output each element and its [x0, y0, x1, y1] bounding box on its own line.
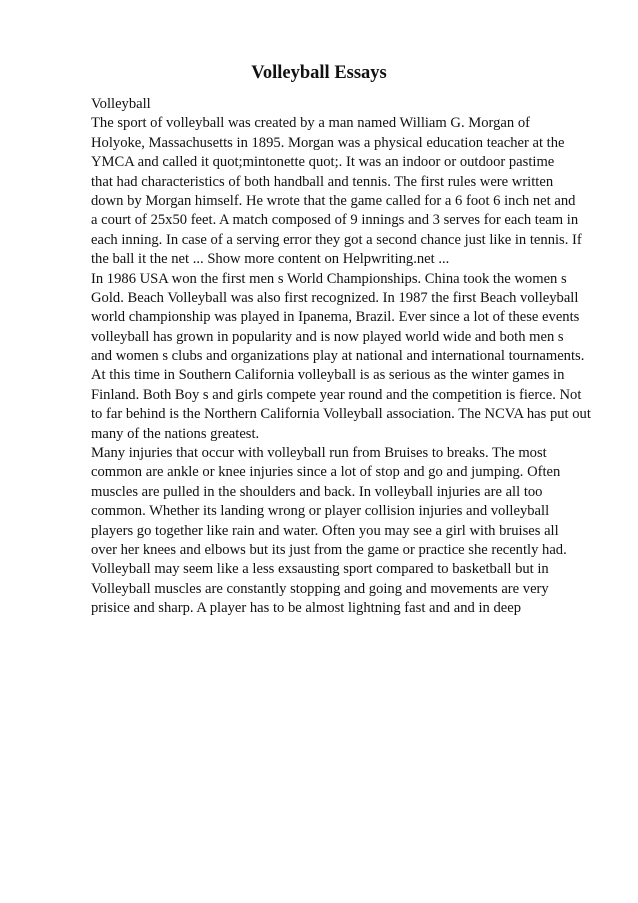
- text-line: The sport of volleyball was created by a man named William G. Morgan of: [91, 115, 530, 132]
- text-line: down by Morgan himself. He wrote that the game called for a 6 foot 6 inch net and: [91, 192, 576, 209]
- text-line: Volleyball: [91, 96, 151, 112]
- text-line: At this time in Southern California volleyball is as serious as the winter games in: [91, 367, 565, 384]
- text-line: Volleyball muscles are constantly stopping and going and movements are very: [91, 580, 549, 597]
- text-line: players go together like rain and water. Often you may see a girl with bruises all: [91, 522, 559, 539]
- document-title: Volleyball Essays: [251, 63, 387, 83]
- text-line: muscles are pulled in the shoulders and back. In volleyball injuries are all too: [91, 483, 543, 500]
- text-line: Volleyball may seem like a less exsausting sport compared to basketball but in: [91, 561, 549, 578]
- text-line: volleyball has grown in popularity and is now played world wide and both men s: [91, 328, 564, 345]
- text-line: prisice and sharp. A player has to be almost lightning fast and and in deep: [91, 600, 522, 617]
- text-line: common. Whether its landing wrong or player collision injuries and volleyball: [91, 503, 550, 520]
- text-line: the ball it the net ... Show more content on Helpwriting.net ...: [91, 251, 450, 268]
- text-line: Holyoke, Massachusetts in 1895. Morgan was a physical education teacher at the: [91, 134, 565, 151]
- text-line: Finland. Both Boy s and girls compete year round and the competition is fierce. Not: [91, 386, 582, 403]
- text-line: YMCA and called it quot;mintonette quot;. It was an indoor or outdoor pastime: [91, 154, 555, 171]
- text-line: and women s clubs and organizations play at national and international tournaments.: [91, 348, 585, 365]
- text-line: to far behind is the Northern California Volleyball association. The NCVA has put out: [91, 406, 591, 423]
- text-line: world championship was played in Ipanema, Brazil. Ever since a lot of these events: [91, 309, 580, 326]
- text-line: each inning. In case of a serving error they got a second chance just like in tennis. If: [91, 231, 582, 248]
- document-body: [91, 95, 631, 619]
- text-line: that had characteristics of both handball and tennis. The first rules were written: [91, 173, 554, 190]
- text-line: Many injuries that occur with volleyball run from Bruises to breaks. The most: [91, 445, 547, 462]
- text-line: Gold. Beach Volleyball was also first recognized. In 1987 the first Beach volleyball: [91, 289, 579, 306]
- text-line: over her knees and elbows but its just from the game or practice she recently had.: [91, 541, 567, 558]
- text-line: many of the nations greatest.: [91, 425, 260, 442]
- text-line: common are ankle or knee injuries since a lot of stop and go and jumping. Often: [91, 464, 561, 481]
- text-line: a court of 25x50 feet. A match composed of 9 innings and 3 serves for each team in: [91, 212, 579, 229]
- text-line: In 1986 USA won the first men s World Championships. China took the women s: [91, 270, 567, 287]
